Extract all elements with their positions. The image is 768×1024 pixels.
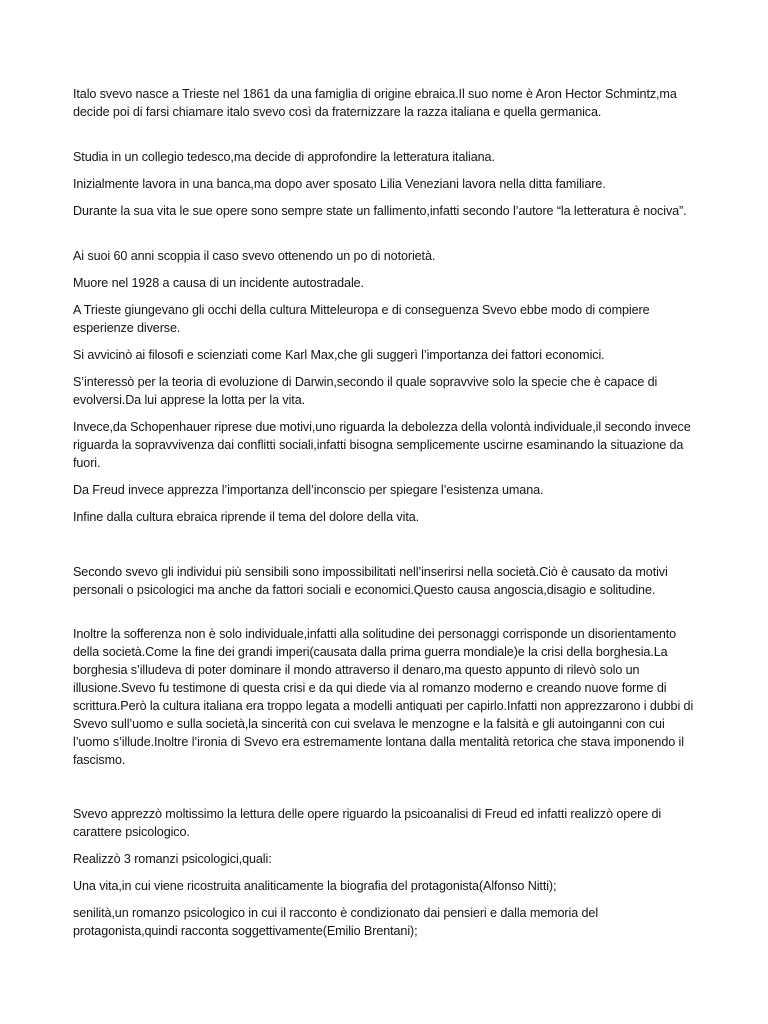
paragraph-senilita: senilità,un romanzo psicologico in cui il racconto è condizionato dai pensieri e dalla memoria del protagonista,quindi racconta soggettivamente(Emilio Brentani); (73, 906, 599, 938)
paragraph-studies: Studia in un collegio tedesco,ma decide di approfondire la letteratura italiana. (73, 150, 495, 164)
paragraph-death: Muore nel 1928 a causa di un incidente autostradale. (73, 276, 364, 290)
paragraph-marx: Si avvicinò ai filosofi e scienziati come Karl Max,che gli suggerì l’importanza dei fattori economici. (73, 348, 605, 362)
paragraph-jewish-culture: Infine dalla cultura ebraica riprende il tema del dolore della vita. (73, 510, 420, 524)
paragraph-darwin: S’interessò per la teoria di evoluzione di Darwin,secondo il quale sopravvive solo la specie che è capace di evolversi.Da lui apprese la lotta per la vita. (73, 375, 658, 407)
paragraph-biography-intro: Italo svevo nasce a Trieste nel 1861 da una famiglia di origine ebraica.Il suo nome è Aron Hector Schmintz,ma decide poi di farsi chiamare italo svevo così da fraternizzare la razza italiana e quella germanica. (73, 87, 677, 119)
paragraph-una-vita: Una vita,in cui viene ricostruita analiticamente la biografia del protagonista(Alfonso Nitti); (73, 879, 557, 893)
paragraph-schopenhauer: Invece,da Schopenhauer riprese due motivi,uno riguarda la debolezza della volontà individuale,il secondo invece riguarda la sopravvivenza dai conflitti sociali,infatti bisogna semplicemente uscirne esaminando la situazione da fuori. (73, 420, 691, 470)
paragraph-suffering: Inoltre la sofferenza non è solo individuale,infatti alla solitudine dei personaggi corrisponde un disorientamento della società.Come la fine dei grandi imperi(causata dalla prima guerra mondiale)e la crisi della borghesia.La borghesia s’illudeva di poter dominare il mondo attraverso il denaro,ma questo appunto di rilevò solo un illusione.Svevo fu testimone di questa crisi e da qui diede via al romanzo moderno e creando nuove forme di scrittura.Però la cultura italiana era troppo legata a modelli antiquati per capirlo.Infatti non apprezzarono i dubbi di Svevo sull’uomo e sulla società,la sincerità con cui svelava le menzogne e la falsità e gli autoinganni con cui l’uomo s’illude.Inoltre l’ironia di Svevo era estremamente lontana dalla mentalità retorica che stava imponendo il fascismo. (73, 627, 694, 767)
paragraph-notoriety: Ai suoi 60 anni scoppia il caso svevo ottenendo un po di notorietà. (73, 249, 436, 263)
paragraph-freud: Da Freud invece apprezza l’importanza dell’inconscio per spiegare l’esistenza umana. (73, 483, 544, 497)
paragraph-individuals: Secondo svevo gli individui più sensibili sono impossibilitati nell’inserirsi nella società.Ciò è causato da motivi personali o psicologici ma anche da fattori sociali e economici.Questo causa angoscia,disagio e solitudine. (73, 565, 668, 597)
paragraph-work: Inizialmente lavora in una banca,ma dopo aver sposato Lilia Veneziani lavora nella ditta familiare. (73, 177, 606, 191)
paragraph-three-novels: Realizzò 3 romanzi psicologici,quali: (73, 852, 272, 866)
paragraph-failures: Durante la sua vita le sue opere sono sempre state un fallimento,infatti secondo l’autore “la letteratura è nociva”. (73, 204, 687, 218)
paragraph-trieste: A Trieste giungevano gli occhi della cultura Mitteleuropa e di conseguenza Svevo ebbe modo di compiere esperienze diverse. (73, 303, 650, 335)
paragraph-psychoanalysis: Svevo apprezzò moltissimo la lettura delle opere riguardo la psicoanalisi di Freud ed infatti realizzò opere di carattere psicologico. (73, 807, 662, 839)
